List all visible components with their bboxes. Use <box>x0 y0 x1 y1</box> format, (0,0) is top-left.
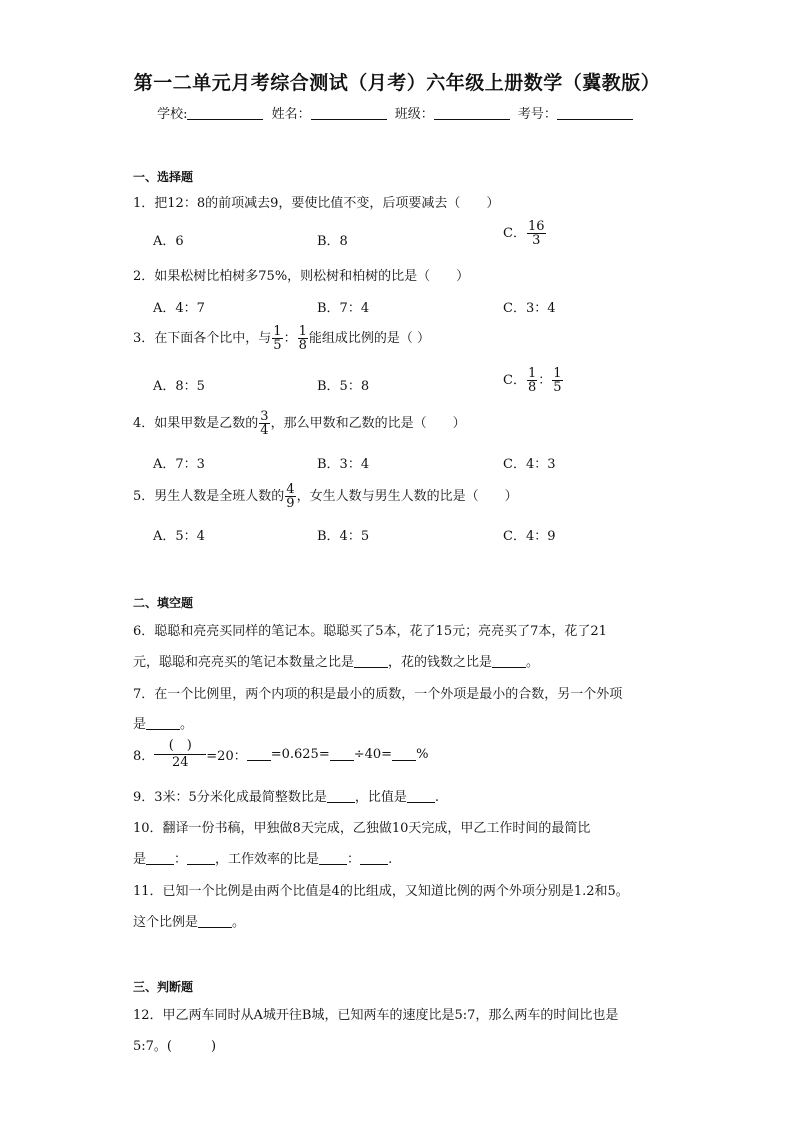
q3-option-b: B．5：8 <box>317 379 370 394</box>
q9-text: 9．3米：5分米化成最简整数比是 <box>133 790 327 805</box>
fraction-denominator: 8 <box>527 380 537 395</box>
page-title: 第一二单元月考综合测试（月考）六年级上册数学（冀教版） <box>133 72 661 94</box>
q6-text-post: 。 <box>526 655 540 670</box>
q10-answer-blank-4[interactable] <box>360 852 388 865</box>
q10-text-mid: ，工作效率的比是 <box>215 852 320 867</box>
fraction-numerator: 3 <box>260 409 269 424</box>
q9-answer-blank-2[interactable] <box>407 790 435 803</box>
q6-answer-blank-2[interactable] <box>492 655 526 668</box>
question-6-line-1: 6．聪聪和亮亮买同样的笔记本。聪聪买了5本，花了15元；亮亮买了7本，花了21 <box>133 624 607 639</box>
school-label: 学校: <box>157 107 188 122</box>
q4-text-pre: 4．如果甲数是乙数的 <box>133 416 259 431</box>
question-7-line-2 <box>133 713 193 732</box>
q8-answer-blank-1[interactable] <box>247 748 271 761</box>
q7-answer-blank[interactable] <box>146 717 180 730</box>
fraction-numerator: 16 <box>527 219 545 234</box>
q1-option-c-fraction <box>527 220 546 247</box>
q3-text-post: 能组成比例的是（ ） <box>308 331 430 346</box>
exam-number-label: 考号： <box>517 107 557 122</box>
section-heading-judge: 三、判断题 <box>133 980 194 994</box>
question-6-line-2 <box>133 651 539 670</box>
q1-option-a: A．6 <box>153 234 184 249</box>
q9-text-post: . <box>434 790 439 805</box>
question-10-line-2 <box>133 848 392 867</box>
fraction-numerator[interactable]: ( ) <box>154 738 206 755</box>
q3-text-pre: 3．在下面各个比中，与 <box>133 331 272 346</box>
q1-option-b: B．8 <box>317 234 348 249</box>
question-10-line-1: 10．翻译一份书稿，甲独做8天完成，乙独做10天完成，甲乙工作时间的最简比 <box>133 821 591 836</box>
q3-option-c-colon: ： <box>538 373 552 388</box>
exam-number-blank[interactable] <box>557 107 633 120</box>
q4-text-post: ，那么甲数和乙数的比是（ ） <box>270 416 466 431</box>
q8-text-2: =0.625= <box>270 747 330 762</box>
q1-option-c <box>503 220 547 247</box>
q3-option-c-fraction-2 <box>552 367 562 394</box>
q9-answer-blank-1[interactable] <box>327 790 355 803</box>
q5-text-pre: 5．男生人数是全班人数的 <box>133 489 285 504</box>
question-5 <box>133 483 518 510</box>
q3-colon: ： <box>283 331 297 346</box>
fraction-numerator: 4 <box>286 482 295 497</box>
q5-option-b: B．4：5 <box>317 529 370 544</box>
q4-option-c: C．4：3 <box>503 457 556 472</box>
student-info-row <box>0 103 794 122</box>
name-label: 姓名： <box>271 107 311 122</box>
q5-option-c: C．4：9 <box>503 529 556 544</box>
q3-option-c <box>503 367 564 394</box>
school-blank[interactable] <box>187 107 263 120</box>
q6-text-mid: ，花的钱数之比是 <box>388 655 493 670</box>
fraction-denominator: 4 <box>260 423 269 438</box>
question-11-line-1: 11．已知一个比例是由两个比值是4的比组成，又知道比例的两个外项分别是1.2和5。 <box>133 884 629 899</box>
question-2: 2．如果松树比柏树多75%，则松树和柏树的比是（ ） <box>133 269 470 284</box>
q5-fraction <box>285 483 295 510</box>
q5-text-post: ，女生人数与男生人数的比是（ ） <box>296 489 518 504</box>
q10-answer-blank-2[interactable] <box>187 852 215 865</box>
section-heading-fill: 二、填空题 <box>133 596 194 610</box>
q2-option-c: C．3：4 <box>503 301 556 316</box>
q11-answer-blank[interactable] <box>198 915 232 928</box>
q11-text: 这个比例是 <box>133 915 199 930</box>
section-heading-choice: 一、选择题 <box>133 170 194 184</box>
q3-option-c-prefix: C． <box>503 373 526 388</box>
question-8 <box>133 738 428 771</box>
q10-colon-2: ： <box>347 852 361 867</box>
q9-text-mid: ，比值是 <box>354 790 407 805</box>
fraction-numerator: 1 <box>273 324 282 339</box>
q1-option-c-prefix: C． <box>503 226 526 241</box>
class-blank[interactable] <box>434 107 510 120</box>
q10-text-post: . <box>388 852 393 867</box>
q3-option-a: A．8：5 <box>153 379 205 394</box>
question-12-line-1: 12．甲乙两车同时从A城开往B城，已知两车的速度比是5:7，那么两车的时间比也是 <box>133 1008 619 1023</box>
q8-fraction <box>154 738 206 771</box>
q7-text: 是 <box>133 717 147 732</box>
q7-text-post: 。 <box>180 717 194 732</box>
q2-option-b: B．7：4 <box>317 301 370 316</box>
name-blank[interactable] <box>311 107 387 120</box>
question-3 <box>133 325 430 352</box>
question-9 <box>133 786 439 805</box>
q10-colon-1: ： <box>174 852 188 867</box>
fraction-denominator: 8 <box>298 338 307 353</box>
question-4 <box>133 410 466 437</box>
q4-fraction <box>259 410 269 437</box>
q10-answer-blank-3[interactable] <box>319 852 347 865</box>
q8-answer-blank-2[interactable] <box>330 748 354 761</box>
q8-number: 8． <box>133 749 155 764</box>
fraction-denominator: 5 <box>273 338 282 353</box>
q8-text-4: % <box>416 747 429 762</box>
question-1: 1．把12：8的前项减去9，要使比值不变，后项要减去（ ） <box>133 196 500 211</box>
q10-answer-blank-1[interactable] <box>146 852 174 865</box>
q10-text: 是 <box>133 852 147 867</box>
fraction-numerator: 1 <box>553 366 562 381</box>
fraction-numerator: 1 <box>527 366 537 381</box>
q5-option-a: A．5：4 <box>153 529 205 544</box>
q3-fraction-1 <box>272 325 282 352</box>
q2-option-a: A．4：7 <box>153 301 205 316</box>
q6-answer-blank-1[interactable] <box>354 655 388 668</box>
fraction-denominator: 9 <box>286 496 295 511</box>
class-label: 班级： <box>394 107 434 122</box>
fraction-denominator: 5 <box>553 380 562 395</box>
q3-option-c-fraction-1 <box>527 367 537 394</box>
q8-text-1: =20： <box>206 749 247 764</box>
q8-text-3: ÷40= <box>353 747 393 762</box>
q4-option-a: A．7：3 <box>153 457 205 472</box>
fraction-numerator: 1 <box>298 324 307 339</box>
q6-text: 元，聪聪和亮亮买的笔记本数量之比是 <box>133 655 355 670</box>
q11-text-post: 。 <box>232 915 246 930</box>
q8-answer-blank-3[interactable] <box>392 748 416 761</box>
q4-option-b: B．3：4 <box>317 457 370 472</box>
q3-fraction-2 <box>298 325 308 352</box>
question-11-line-2 <box>133 911 245 930</box>
fraction-denominator: 3 <box>532 233 541 248</box>
fraction-denominator: 24 <box>172 755 189 770</box>
question-12-line-2: 5:7。( ) <box>133 1039 217 1054</box>
question-7-line-1: 7．在一个比例里，两个内项的积是最小的质数，一个外项是最小的合数，另一个外项 <box>133 687 623 702</box>
